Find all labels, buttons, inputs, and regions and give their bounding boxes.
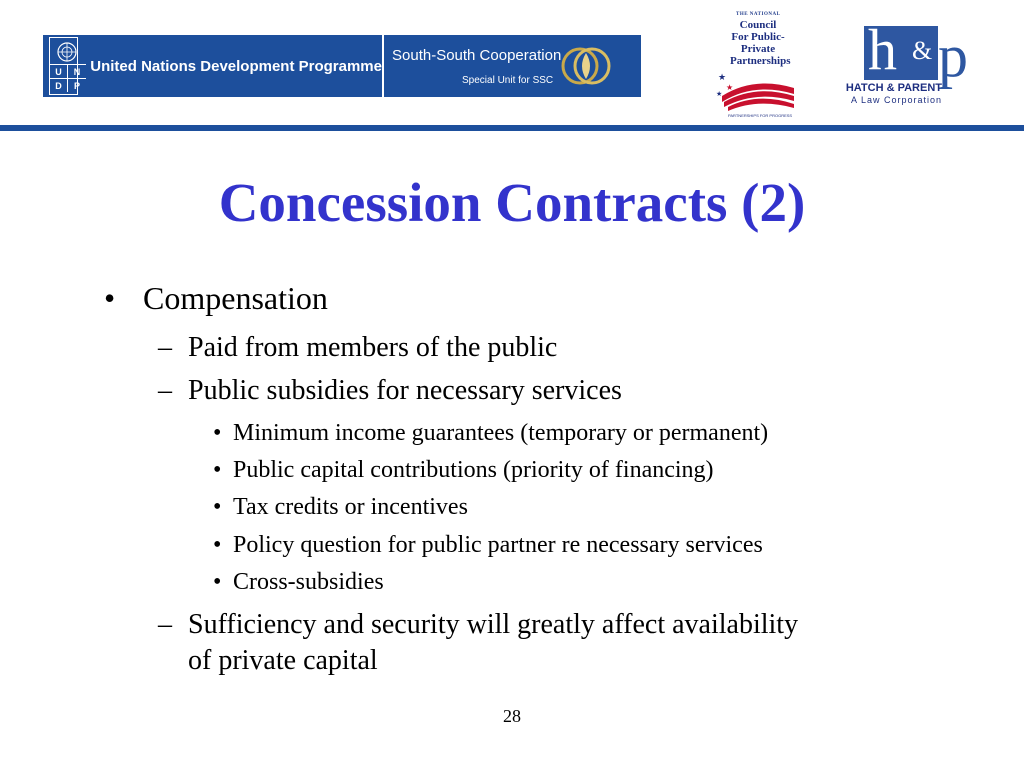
bullet-icon: • <box>213 532 222 558</box>
bullet-icon: • <box>213 457 222 483</box>
ssc-title: South-South Cooperation <box>392 47 562 64</box>
list-item: Compensation <box>143 280 328 316</box>
dash-icon: – <box>158 609 172 640</box>
bullet-icon: • <box>213 569 222 595</box>
hp-monogram-amp: & <box>912 36 933 65</box>
ssc-logo <box>384 35 641 97</box>
hp-subtitle: A Law Corporation <box>850 95 942 105</box>
dash-icon: – <box>158 332 172 363</box>
ncppp-tagline: PARTNERSHIPS FOR PROGRESS <box>728 113 793 118</box>
header-divider <box>0 125 1024 131</box>
bullet-icon: • <box>213 494 222 520</box>
hp-monogram-p: p <box>938 23 968 89</box>
hp-name: HATCH & PARENT <box>845 82 942 94</box>
dash-icon: – <box>158 375 172 406</box>
undp-letter: N <box>68 64 86 78</box>
hp-monogram-box <box>864 17 938 82</box>
undp-letter: P <box>68 78 86 92</box>
svg-text:★: ★ <box>726 83 734 92</box>
ncppp-line1: THE NATIONAL <box>736 12 781 17</box>
undp-letter: U <box>50 64 68 78</box>
list-item: Policy question for public partner re necessary services <box>233 532 763 558</box>
bullet-icon: • <box>213 420 222 446</box>
list-item: Public capital contributions (priority of financing) <box>233 457 714 483</box>
list-item: Sufficiency and security will greatly affect availability <box>188 609 799 640</box>
undp-name: United Nations Development Programme <box>90 57 382 75</box>
page-number: 28 <box>503 706 521 726</box>
list-item: Minimum income guarantees (temporary or permanent) <box>233 420 769 446</box>
undp-letter: D <box>50 78 68 92</box>
flag-icon <box>714 66 798 112</box>
un-emblem-icon <box>49 37 81 95</box>
bullet-icon: • <box>104 280 116 316</box>
svg-text:★: ★ <box>716 90 723 98</box>
svg-text:★: ★ <box>718 72 727 82</box>
ncppp-line2: Council For Public-Private Partnerships <box>730 19 791 67</box>
undp-logo <box>43 35 382 97</box>
hatch-parent-logo <box>845 17 979 108</box>
list-item-continuation: of private capital <box>188 645 378 676</box>
hp-monogram-h: h <box>868 17 897 82</box>
ssc-rings-icon <box>560 43 612 89</box>
slide-title: Concession Contracts (2) <box>218 172 806 233</box>
ssc-subtitle: Special Unit for SSC <box>462 75 554 86</box>
list-item: Paid from members of the public <box>188 332 558 363</box>
ncppp-logo <box>710 8 798 120</box>
list-item: Cross-subsidies <box>233 569 384 595</box>
list-item: Public subsidies for necessary services <box>188 375 622 406</box>
list-item: Tax credits or incentives <box>233 494 468 520</box>
